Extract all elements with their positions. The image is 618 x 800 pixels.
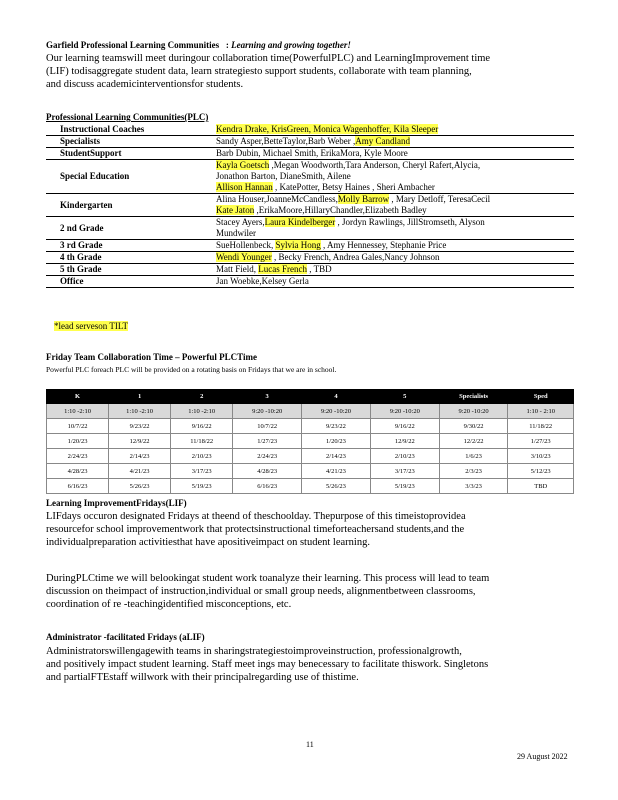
member-names: Jan Woebke,Kelsey Gerla — [216, 276, 309, 286]
schedule-date-cell: 6/16/23 — [47, 479, 109, 494]
schedule-column-header: Sped — [508, 390, 574, 404]
plc-members-line — [216, 160, 574, 171]
member-names: , Mary Detloff, TeresaCecil — [389, 194, 491, 204]
lead-name-highlight: Wendi Younger — [216, 252, 272, 262]
member-names: , Amy Hennessey, Stephanie Price — [320, 240, 447, 250]
schedule-row — [47, 434, 574, 449]
plc-members-line — [216, 182, 574, 193]
schedule-date-cell: 9/16/22 — [171, 419, 233, 434]
schedule-date-cell: 9/30/22 — [439, 419, 508, 434]
plc-row — [46, 252, 574, 264]
plc-members-line — [216, 276, 574, 287]
schedule-time-cell: 1:10 -2:10 — [109, 404, 171, 419]
schedule-date-cell: 1/6/23 — [439, 449, 508, 464]
member-names: , KatePotter, Betsy Haines , Sheri Ambacher — [272, 182, 435, 192]
member-names: , Becky French, Andrea Gales,Nancy Johnson — [271, 252, 440, 262]
plc-members-line — [216, 240, 574, 251]
plc-row — [46, 276, 574, 288]
member-names: ,Megan Woodworth,Tara Anderson, Cheryl Rafert,Alycia, — [269, 160, 481, 170]
schedule-date-cell: 1/27/23 — [233, 434, 302, 449]
schedule-column-header: 5 — [370, 390, 439, 404]
text-line: and positively impact student learning. Staff meet ings may benecessary to facilitate thiswork. Singletons — [46, 659, 489, 670]
plc-role-label: Instructional Coaches — [46, 124, 213, 136]
plc-members — [213, 194, 574, 217]
plc-role-label: 2 nd Grade — [46, 217, 213, 240]
schedule-date-cell: 1/20/23 — [302, 434, 371, 449]
plc-section-title: Professional Learning Communities(PLC) — [46, 112, 209, 122]
plc-members-line — [216, 171, 574, 182]
document-date: 29 August 2022 — [517, 752, 568, 761]
plc-role-label: 5 th Grade — [46, 264, 213, 276]
text-line: Our learning teamswill meet duringour collaboration time(PowerfulPLC) and LearningImprovement time — [46, 53, 491, 64]
schedule-times-row — [47, 404, 574, 419]
schedule-date-cell: 5/26/23 — [302, 479, 371, 494]
schedule-column-header: 4 — [302, 390, 371, 404]
plc-row — [46, 124, 574, 136]
plc-row — [46, 136, 574, 148]
plc-row — [46, 264, 574, 276]
member-names: , Jordyn Rawlings, JillStromseth, Alyson — [335, 217, 485, 227]
text-line: individualpreparation activitiesthat have apositiveimpact on student learning. — [46, 537, 370, 548]
plc-members — [213, 276, 574, 288]
schedule-row — [47, 449, 574, 464]
schedule-date-cell: 6/16/23 — [233, 479, 302, 494]
schedule-date-cell: 2/10/23 — [171, 449, 233, 464]
plc-time-paragraph — [46, 572, 489, 611]
schedule-date-cell: 3/3/23 — [439, 479, 508, 494]
schedule-date-cell: 12/9/22 — [370, 434, 439, 449]
schedule-date-cell: 2/3/23 — [439, 464, 508, 479]
schedule-column-header: 3 — [233, 390, 302, 404]
schedule-date-cell: 3/10/23 — [508, 449, 574, 464]
schedule-table — [46, 389, 574, 494]
lead-name-highlight: Allison Hannan — [216, 182, 273, 192]
schedule-date-cell: 10/7/22 — [47, 419, 109, 434]
member-names: Barb Dubin, Michael Smith, ErikaMora, Kyle Moore — [216, 148, 408, 158]
member-names: Matt Field, — [216, 264, 259, 274]
schedule-row — [47, 419, 574, 434]
plc-role-label: Specialists — [46, 136, 213, 148]
text-line: and partialFTEstaff willwork with their principalregarding use of thistime. — [46, 672, 359, 683]
lead-name-highlight: Lucas French — [258, 264, 307, 274]
lead-note-text: *lead serveson TILT — [54, 321, 128, 331]
schedule-date-cell: 9/16/22 — [370, 419, 439, 434]
plc-members-line — [216, 124, 574, 135]
member-names: ,ErikaMoore,HillaryChandler,Elizabeth Badley — [254, 205, 427, 215]
schedule-row — [47, 479, 574, 494]
schedule-time-cell: 9:20 -10:20 — [439, 404, 508, 419]
member-names: SueHollenbeck, — [216, 240, 276, 250]
plc-members-line — [216, 217, 574, 228]
text-line: DuringPLCtime we will belookingat student work toanalyze their learning. This process will lead to team — [46, 573, 490, 584]
schedule-date-cell: 2/14/23 — [109, 449, 171, 464]
schedule-date-cell: 1/20/23 — [47, 434, 109, 449]
plc-members — [213, 252, 574, 264]
text-line: (LIF) todisaggregate student data, learn strategiesto support students, collaborate with team planning, — [46, 66, 472, 77]
schedule-date-cell: TBD — [508, 479, 574, 494]
alif-paragraph — [46, 645, 488, 684]
lif-paragraph — [46, 510, 466, 549]
member-names: Sandy Asper,BetteTaylor,Barb Weber , — [216, 136, 356, 146]
header-separator: : — [225, 40, 229, 50]
plc-members — [213, 148, 574, 160]
schedule-date-cell: 4/21/23 — [109, 464, 171, 479]
schedule-date-cell: 2/24/23 — [47, 449, 109, 464]
plc-row — [46, 217, 574, 240]
schedule-row — [47, 464, 574, 479]
lead-name-highlight: Kate Jaton — [216, 205, 255, 215]
text-line: discussion on theimpact of instruction,individual or small group needs, alignmentbetween classrooms, — [46, 586, 476, 597]
schedule-date-cell: 12/9/22 — [109, 434, 171, 449]
plc-members — [213, 124, 574, 136]
text-line: Administratorswillengagewith teams in sharingstrategiestoimproveinstruction, professionalgrowth, — [46, 646, 462, 657]
schedule-date-cell: 2/10/23 — [370, 449, 439, 464]
schedule-time-cell: 1:10 -2:10 — [171, 404, 233, 419]
schedule-column-header: 1 — [109, 390, 171, 404]
plc-members-line — [216, 252, 574, 263]
schedule-time-cell: 1:10 - 2:10 — [508, 404, 574, 419]
schedule-column-header: 2 — [171, 390, 233, 404]
lead-name-highlight: Laura Kindelberger — [264, 217, 336, 227]
schedule-date-cell: 4/28/23 — [233, 464, 302, 479]
schedule-time-cell: 1:10 -2:10 — [47, 404, 109, 419]
plc-members — [213, 217, 574, 240]
member-names: Stacey Ayers, — [216, 217, 265, 227]
lead-name-highlight: Molly Barrow — [337, 194, 390, 204]
plc-table — [46, 124, 574, 288]
schedule-time-cell: 9:20 -10:20 — [302, 404, 371, 419]
schedule-date-cell: 5/12/23 — [508, 464, 574, 479]
member-names: Jonathon Barton, DianeSmith, Ailene — [216, 171, 351, 181]
schedule-date-cell: 12/2/22 — [439, 434, 508, 449]
lif-section-title: Learning ImprovementFridays(LIF) — [46, 498, 187, 508]
plc-role-label: StudentSupport — [46, 148, 213, 160]
plc-role-label: Kindergarten — [46, 194, 213, 217]
schedule-column-header: K — [47, 390, 109, 404]
plc-role-label: Office — [46, 276, 213, 288]
schedule-date-cell: 4/21/23 — [302, 464, 371, 479]
lead-name-highlight: Kendra Drake, KrisGreen, Monica Wagenhoffer, Kila Sleeper — [216, 124, 439, 134]
text-line: coordination of re -teachingidentified misconceptions, etc. — [46, 599, 292, 610]
schedule-column-header: Specialists — [439, 390, 508, 404]
schedule-date-cell: 11/18/22 — [171, 434, 233, 449]
schedule-date-cell: 3/17/23 — [171, 464, 233, 479]
schedule-date-cell: 1/27/23 — [508, 434, 574, 449]
schedule-time-cell: 9:20 -10:20 — [233, 404, 302, 419]
schedule-date-cell: 9/23/22 — [302, 419, 371, 434]
plc-row — [46, 240, 574, 252]
plc-members-line — [216, 136, 574, 147]
text-line: and discuss academicinterventionsfor students. — [46, 79, 244, 90]
page-header — [46, 40, 351, 50]
schedule-date-cell: 2/24/23 — [233, 449, 302, 464]
schedule-date-cell: 5/19/23 — [370, 479, 439, 494]
alif-section-title: Administrator -facilitated Fridays (aLIF) — [46, 632, 205, 642]
member-names: , TBD — [306, 264, 332, 274]
schedule-date-cell: 5/26/23 — [109, 479, 171, 494]
plc-members-line — [216, 194, 574, 205]
text-line: resourcefor school improvementwork that protectsinstructional timeforteachersand students,and the — [46, 524, 465, 535]
page-number: 11 — [306, 740, 314, 749]
intro-paragraph — [46, 52, 490, 91]
plc-role-label: 3 rd Grade — [46, 240, 213, 252]
plc-members-line — [216, 228, 574, 239]
lead-name-highlight: Sylvia Hong — [275, 240, 321, 250]
plc-row — [46, 148, 574, 160]
plc-members — [213, 136, 574, 148]
member-names: Alina Houser,JoanneMcCandless, — [216, 194, 338, 204]
lead-note — [54, 321, 128, 331]
schedule-date-cell: 2/14/23 — [302, 449, 371, 464]
plc-role-label: Special Education — [46, 160, 213, 194]
plc-members — [213, 160, 574, 194]
friday-subtitle: Powerful PLC foreach PLC will be provided on a rotating basis on Fridays that we are in school. — [46, 365, 337, 374]
plc-role-label: 4 th Grade — [46, 252, 213, 264]
friday-section-title: Friday Team Collaboration Time – Powerful PLCTime — [46, 352, 257, 362]
plc-members-line — [216, 264, 574, 275]
plc-members — [213, 264, 574, 276]
schedule-date-cell: 4/28/23 — [47, 464, 109, 479]
lead-name-highlight: Kayla Goetsch — [216, 160, 270, 170]
plc-members — [213, 240, 574, 252]
schedule-date-cell: 10/7/22 — [233, 419, 302, 434]
header-tagline: Learning and growing together! — [231, 40, 351, 50]
text-line: LIFdays occuron designated Fridays at theend of theschoolday. Thepurpose of this timeistoprovidea — [46, 511, 466, 522]
header-title: Garfield Professional Learning Communities — [46, 40, 220, 50]
schedule-date-cell: 11/18/22 — [508, 419, 574, 434]
member-names: Mundwiler — [216, 228, 256, 238]
schedule-date-cell: 5/19/23 — [171, 479, 233, 494]
schedule-date-cell: 3/17/23 — [370, 464, 439, 479]
schedule-date-cell: 9/23/22 — [109, 419, 171, 434]
plc-row — [46, 194, 574, 217]
lead-name-highlight: Amy Candland — [355, 136, 410, 146]
plc-row — [46, 160, 574, 194]
schedule-time-cell: 9:20 -10:20 — [370, 404, 439, 419]
plc-members-line — [216, 148, 574, 159]
plc-members-line — [216, 205, 574, 216]
